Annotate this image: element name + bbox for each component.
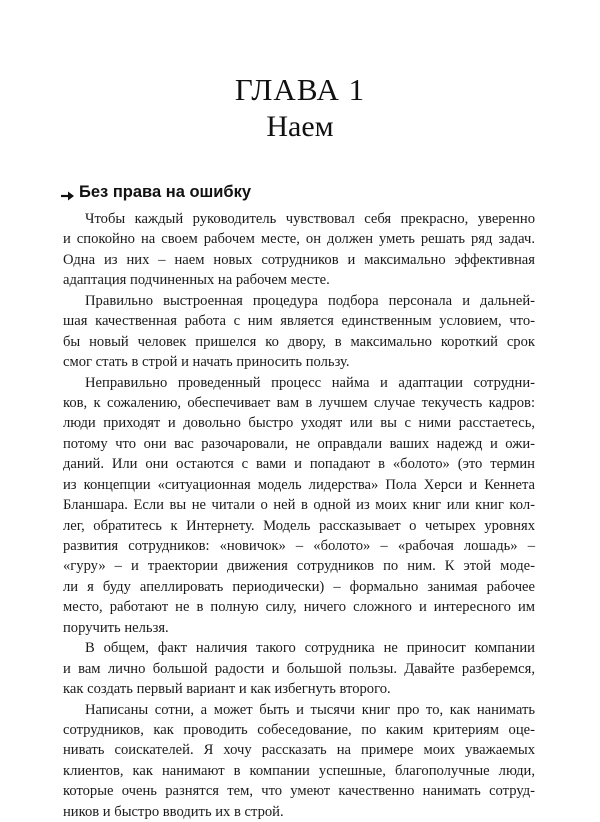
- text-line: и вам лично большой радости и большой пользы. Давайте разберемся,: [63, 659, 535, 679]
- text-line: Чтобы каждый руководитель чувствовал себя прекрасно, уверенно: [63, 209, 535, 229]
- text-line: лег, обратитесь к Интернету. Модель рассказывает о четырех уровнях: [63, 516, 535, 536]
- text-line: «гуру» – и траектории движения сотрудников по ним. К этой моде-: [63, 556, 535, 576]
- text-line: нивать соискателей. Я хочу рассказать на примере моих уважаемых: [63, 740, 535, 760]
- chapter-number: ГЛАВА 1: [0, 72, 600, 108]
- text-line: из концепции «ситуационная модель лидерства» Пола Херси и Кеннета: [63, 475, 535, 495]
- text-line: ков, к сожалению, обеспечивает вам в лучшем случае текучесть кадров:: [63, 393, 535, 413]
- text-line: место, работают не в полную силу, ничего сложного и интересного им: [63, 597, 535, 617]
- text-line: развития сотрудников: «новичок» – «болото» – «рабочая лошадь» –: [63, 536, 535, 556]
- paragraph: [63, 700, 535, 822]
- text-line: даний. Или они остаются с вами и попадают в «болото» (это термин: [63, 454, 535, 474]
- section-heading: [60, 183, 251, 202]
- text-line: смог стать в строй и начать приносить пользу.: [63, 352, 535, 372]
- text-line: Одна из них – наем новых сотрудников и максимально эффективная: [63, 250, 535, 270]
- text-line: сотрудников, как проводить собеседование, по каким критериям оце-: [63, 720, 535, 740]
- text-line: ников и быстро вводить их в строй.: [63, 802, 535, 822]
- text-line: как создать первый вариант и как избегнуть второго.: [63, 679, 535, 699]
- paragraph: [63, 291, 535, 373]
- paragraph: [63, 373, 535, 639]
- text-line: Бланшара. Если вы не читали о ней в одной из моих книг или книг кол-: [63, 495, 535, 515]
- text-line: люди приходят и довольно быстро уходят или вы с ними расстаетесь,: [63, 413, 535, 433]
- text-line: Написаны сотни, а может быть и тысячи книг про то, как нанимать: [63, 700, 535, 720]
- text-line: и спокойно на своем рабочем месте, он должен уметь решать ряд задач.: [63, 229, 535, 249]
- paragraph: [63, 209, 535, 291]
- text-line: потому что они вас разочаровали, не оправдали ваших надежд и ожи-: [63, 434, 535, 454]
- text-line: которые очень разнятся тем, что умеют качественно нанимать сотруд-: [63, 781, 535, 801]
- text-line: Правильно выстроенная процедура подбора персонала и дальней-: [63, 291, 535, 311]
- text-line: поручить нельзя.: [63, 618, 535, 638]
- text-line: клиентов, как нанимают в компании успешные, благополучные люди,: [63, 761, 535, 781]
- text-line: В общем, факт наличия такого сотрудника не приносит компании: [63, 638, 535, 658]
- text-line: бы новый человек пришелся ко двору, в максимально короткий срок: [63, 332, 535, 352]
- arrow-right-icon: [60, 188, 75, 200]
- text-line: ли я буду апеллировать периодически) – формально занимая рабочее: [63, 577, 535, 597]
- text-line: шая качественная работа с ним является единственным условием, что-: [63, 311, 535, 331]
- section-heading-text: Без права на ошибку: [79, 183, 251, 202]
- chapter-title: Наем: [0, 110, 600, 144]
- text-line: адаптация подчиненных на рабочем месте.: [63, 270, 535, 290]
- paragraph: [63, 638, 535, 699]
- body-text: [63, 209, 535, 822]
- text-line: Неправильно проведенный процесс найма и адаптации сотрудни-: [63, 373, 535, 393]
